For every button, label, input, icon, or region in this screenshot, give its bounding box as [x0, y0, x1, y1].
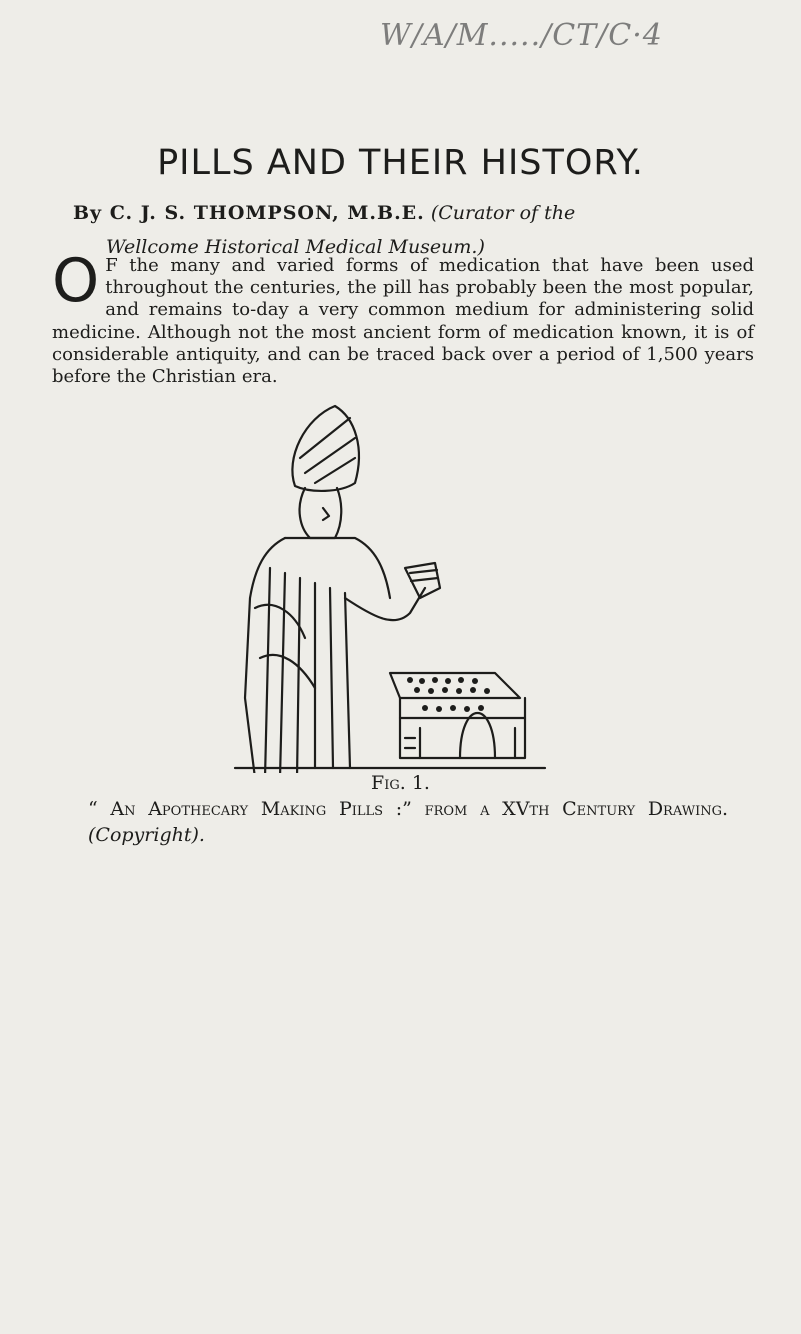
- caption-copyright: (Copyright).: [88, 824, 205, 846]
- figure-number: Fig. 1.: [371, 772, 430, 794]
- apothecary-illustration: [225, 398, 585, 773]
- caption-text: “ An Apothecary Making Pills :” from a XVth Century Drawing.: [88, 798, 728, 820]
- author-role: (Curator of the: [430, 202, 576, 224]
- paragraph-text: F the many and varied forms of medication that have been used throughout the centuries, the pill has probably been the most popular, and remains to-day a very common medium for administering solid medicine. Although not the most ancient form of medication known, it is of considerable antiquity, and can be traced back over a period of 1,500 years before the Christian era.: [52, 255, 754, 388]
- handwritten-annotation: W/A/M...../CT/C·4: [380, 18, 663, 53]
- byline: [73, 196, 733, 264]
- author-name: By C. J. S. THOMPSON, M.B.E.: [73, 202, 425, 224]
- figure-caption: [88, 796, 728, 848]
- drop-cap: O: [52, 246, 100, 316]
- article-title: PILLS AND THEIR HISTORY.: [157, 143, 644, 183]
- author-affiliation: Wellcome Historical Medical Museum.): [106, 236, 485, 258]
